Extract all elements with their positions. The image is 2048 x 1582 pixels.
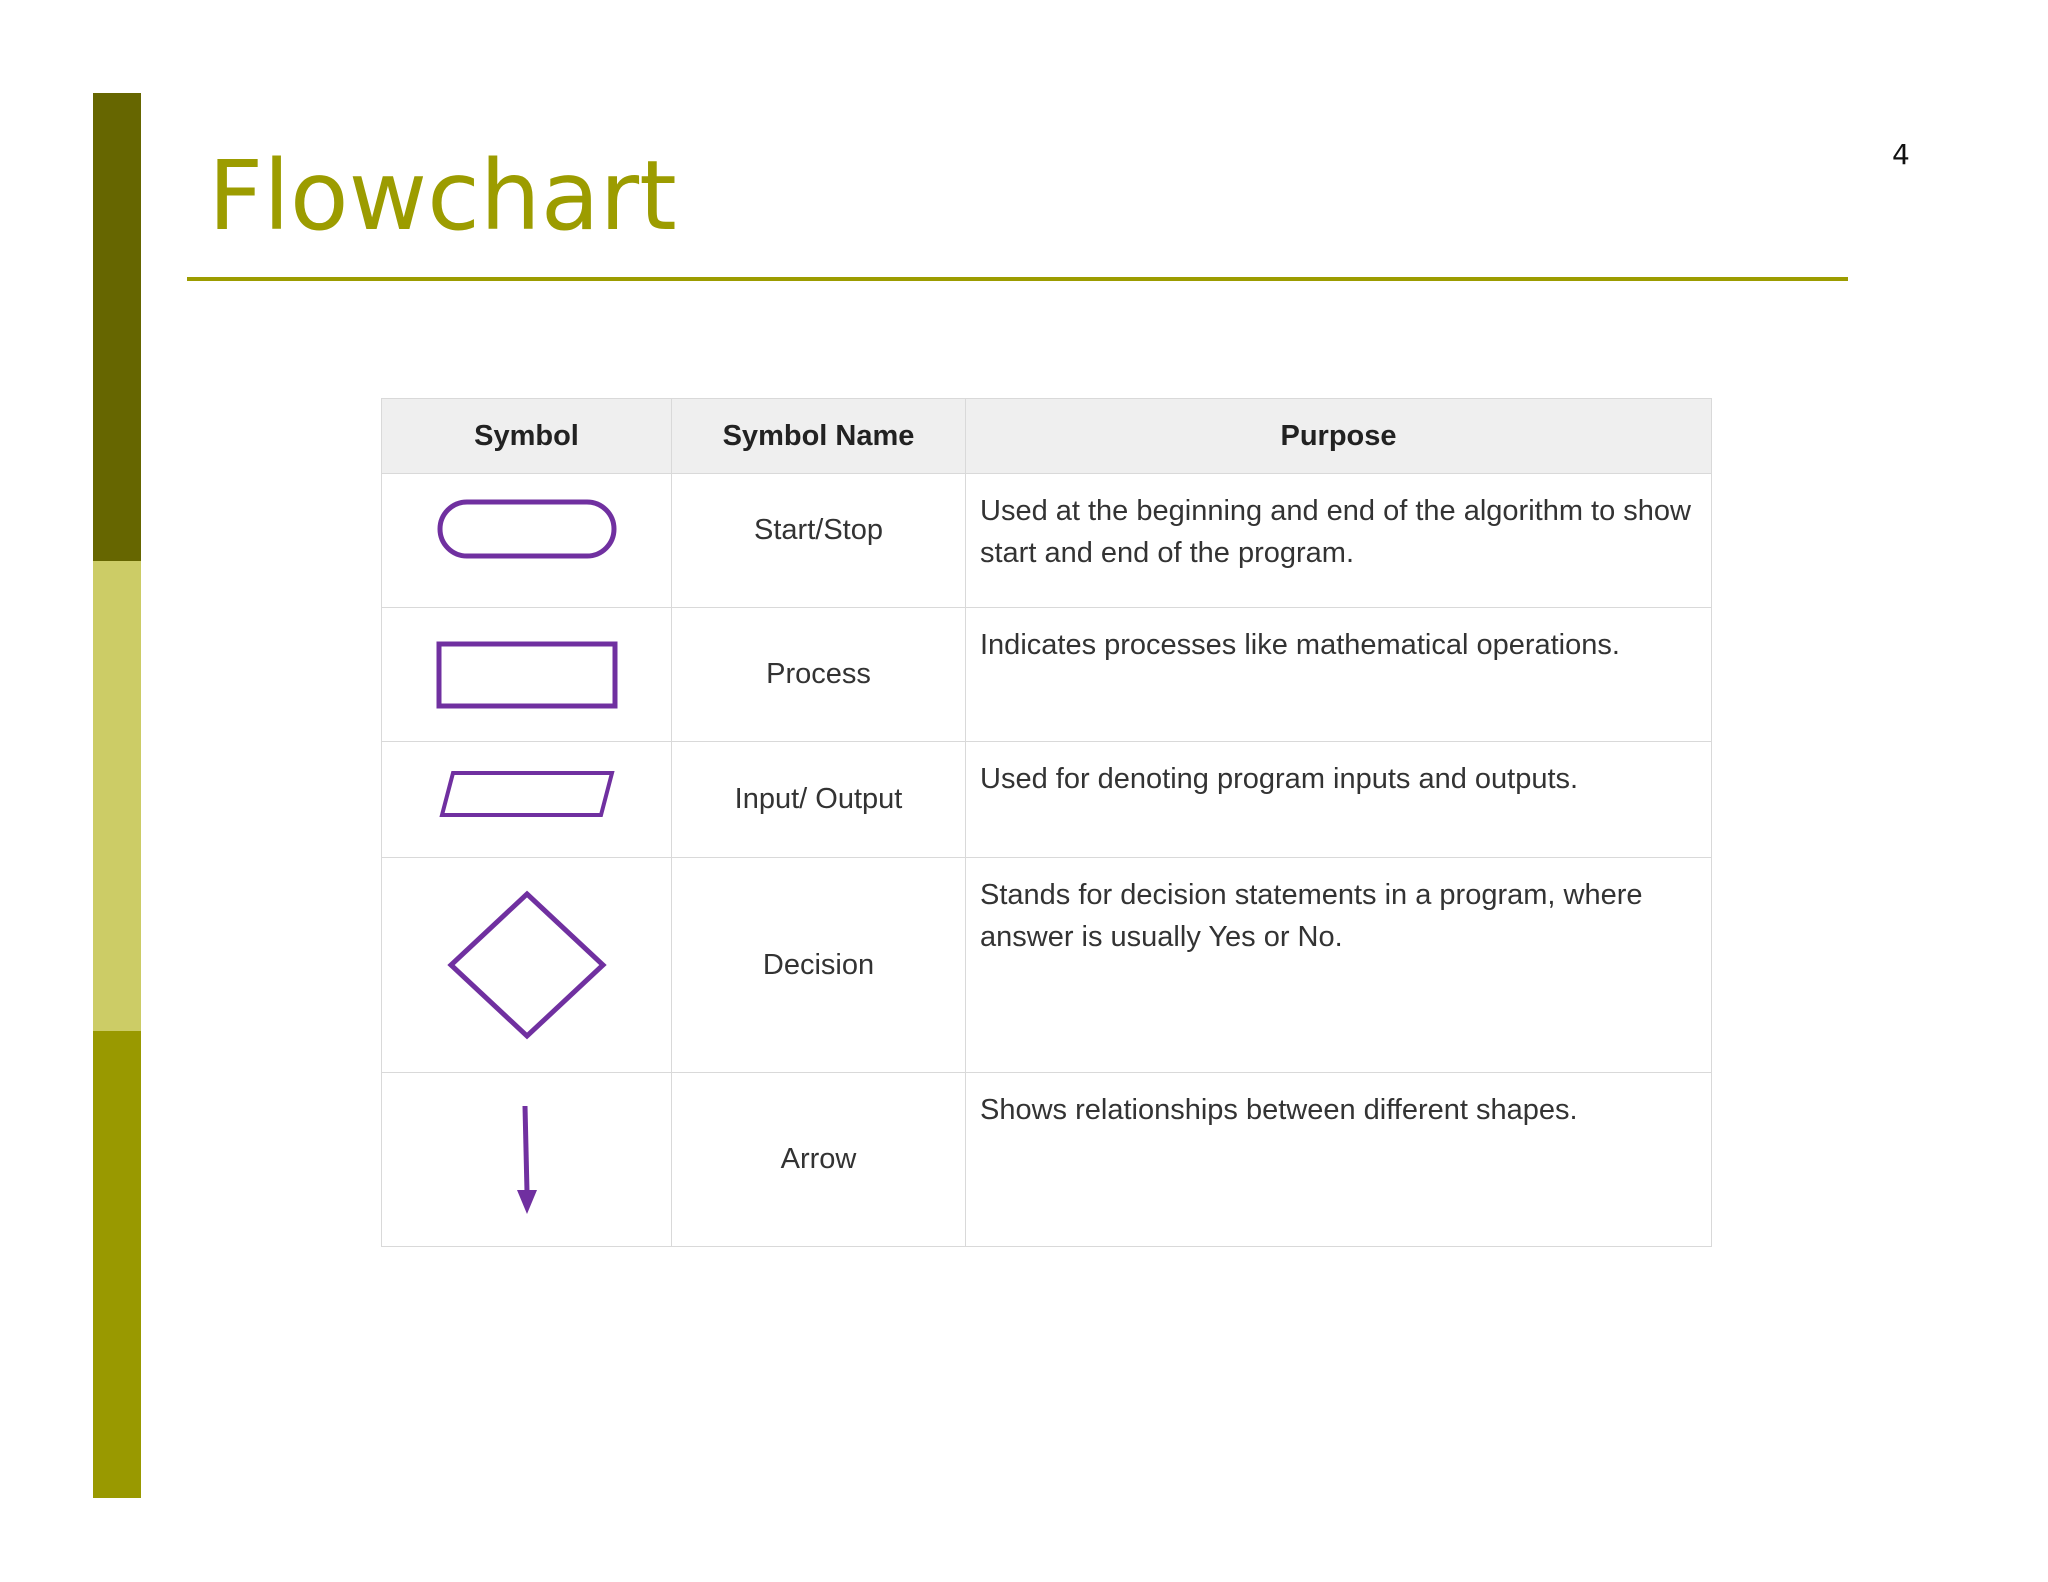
side-bar-segment-top [93, 93, 141, 561]
purpose-cell: Indicates processes like mathematical operations. [966, 608, 1712, 742]
header-symbol: Symbol [382, 399, 672, 474]
page-number: 4 [1892, 138, 1910, 171]
symbol-name: Decision [762, 948, 875, 981]
symbol-name-cell [672, 742, 966, 858]
symbol-name: Process [766, 658, 871, 690]
symbol-name: Arrow [780, 1143, 857, 1175]
table-header-row [382, 399, 1712, 474]
slide-title: Flowchart [208, 140, 677, 252]
symbol-name-cell [672, 608, 966, 742]
purpose-cell: Used for denoting program inputs and outputs. [966, 742, 1712, 858]
symbol-name-cell [672, 858, 966, 1073]
parallelogram-icon [439, 770, 615, 818]
symbol-name-cell [672, 1073, 966, 1247]
symbol-cell [382, 742, 672, 858]
purpose-cell: Shows relationships between different shapes. [966, 1073, 1712, 1247]
symbol-cell [382, 474, 672, 608]
arrow-down-icon [512, 1104, 542, 1216]
flowchart-symbols-table [381, 398, 1712, 1247]
table-row [382, 608, 1712, 742]
symbol-name: Start/Stop [754, 514, 883, 546]
symbol-cell [382, 858, 672, 1073]
side-bar-segment-middle [93, 561, 141, 1031]
decision-diamond-icon [447, 890, 607, 1040]
table-row [382, 474, 1712, 608]
symbol-cell [382, 1073, 672, 1247]
symbol-name-cell [672, 474, 966, 608]
header-symbol-name: Symbol Name [672, 399, 966, 474]
terminator-icon [437, 499, 617, 559]
purpose-cell: Stands for decision statements in a program, where answer is usually Yes or No. [966, 858, 1712, 1073]
table-row [382, 742, 1712, 858]
table-row [382, 1073, 1712, 1247]
symbol-cell [382, 608, 672, 742]
purpose-cell: Used at the beginning and end of the algorithm to show start and end of the program. [966, 474, 1712, 608]
table-row [382, 858, 1712, 1073]
title-divider [187, 277, 1848, 281]
side-bar-segment-bottom [93, 1031, 141, 1498]
symbol-name: Input/ Output [734, 783, 903, 815]
header-purpose: Purpose [966, 399, 1712, 474]
process-rectangle-icon [436, 641, 618, 709]
